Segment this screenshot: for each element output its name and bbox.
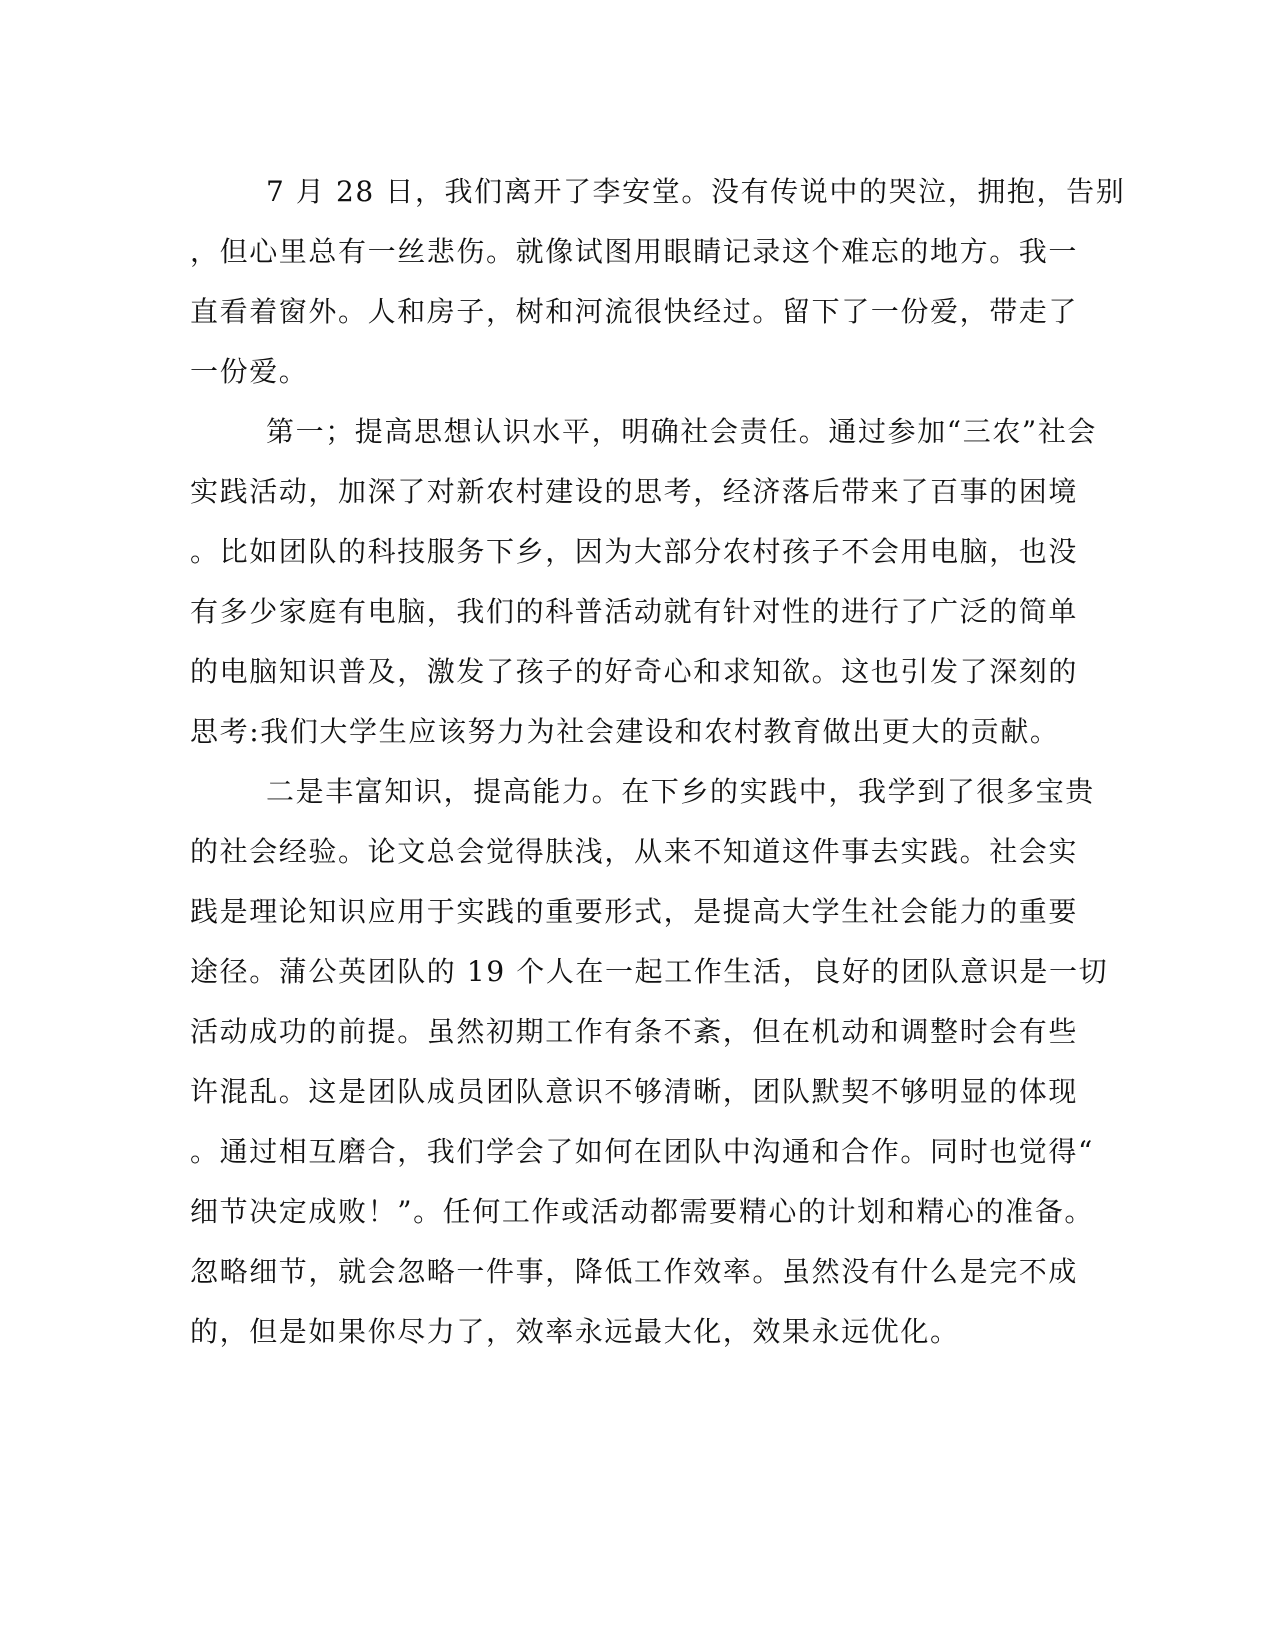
text-line: 思考:我们大学生应该努力为社会建设和农村教育做出更大的贡献。 (190, 715, 1060, 748)
text-line: 直看着窗外。人和房子，树和河流很快经过。留下了一份爱，带走了 (190, 295, 1079, 328)
text-line: 践是理论知识应用于实践的重要形式，是提高大学生社会能力的重要 (190, 895, 1079, 928)
text-line: 细节决定成败！”。任何工作或活动都需要精心的计划和精心的准备。 (190, 1195, 1094, 1228)
text-line: 的，但是如果你尽力了，效率永远最大化，效果永远优化。 (190, 1315, 960, 1348)
text-line: 第一；提高思想认识水平，明确社会责任。通过参加“三农”社会 (266, 415, 1098, 448)
text-line: 。通过相互磨合，我们学会了如何在团队中沟通和合作。同时也觉得“ (190, 1135, 1094, 1168)
paragraph-3 (190, 762, 1109, 1362)
text-line: 实践活动，加深了对新农村建设的思考，经济落后带来了百事的困境 (190, 475, 1079, 508)
text-line: 忽略细节，就会忽略一件事，降低工作效率。虽然没有什么是完不成 (190, 1255, 1079, 1288)
text-line: 。比如团队的科技服务下乡，因为大部分农村孩子不会用电脑，也没 (190, 535, 1079, 568)
text-line: 7 月 28 日，我们离开了李安堂。没有传说中的哭泣，拥抱，告别 (266, 175, 1126, 208)
text-line: 途径。蒲公英团队的 19 个人在一起工作生活，良好的团队意识是一切 (190, 955, 1109, 988)
paragraph-2 (190, 402, 1098, 762)
paragraph-1 (190, 162, 1126, 402)
text-line: 活动成功的前提。虽然初期工作有条不紊，但在机动和调整时会有些 (190, 1015, 1079, 1048)
text-line: 二是丰富知识，提高能力。在下乡的实践中，我学到了很多宝贵 (266, 775, 1095, 808)
text-line: 一份爱。 (190, 355, 309, 388)
text-line: 的电脑知识普及，激发了孩子的好奇心和求知欲。这也引发了深刻的 (190, 655, 1079, 688)
document-body (190, 162, 1126, 1362)
text-line: ，但心里总有一丝悲伤。就像试图用眼睛记录这个难忘的地方。我一 (190, 235, 1079, 268)
text-line: 许混乱。这是团队成员团队意识不够清晰，团队默契不够明显的体现 (190, 1075, 1079, 1108)
text-line: 的社会经验。论文总会觉得肤浅，从来不知道这件事去实践。社会实 (190, 835, 1079, 868)
text-line: 有多少家庭有电脑，我们的科普活动就有针对性的进行了广泛的简单 (190, 595, 1079, 628)
